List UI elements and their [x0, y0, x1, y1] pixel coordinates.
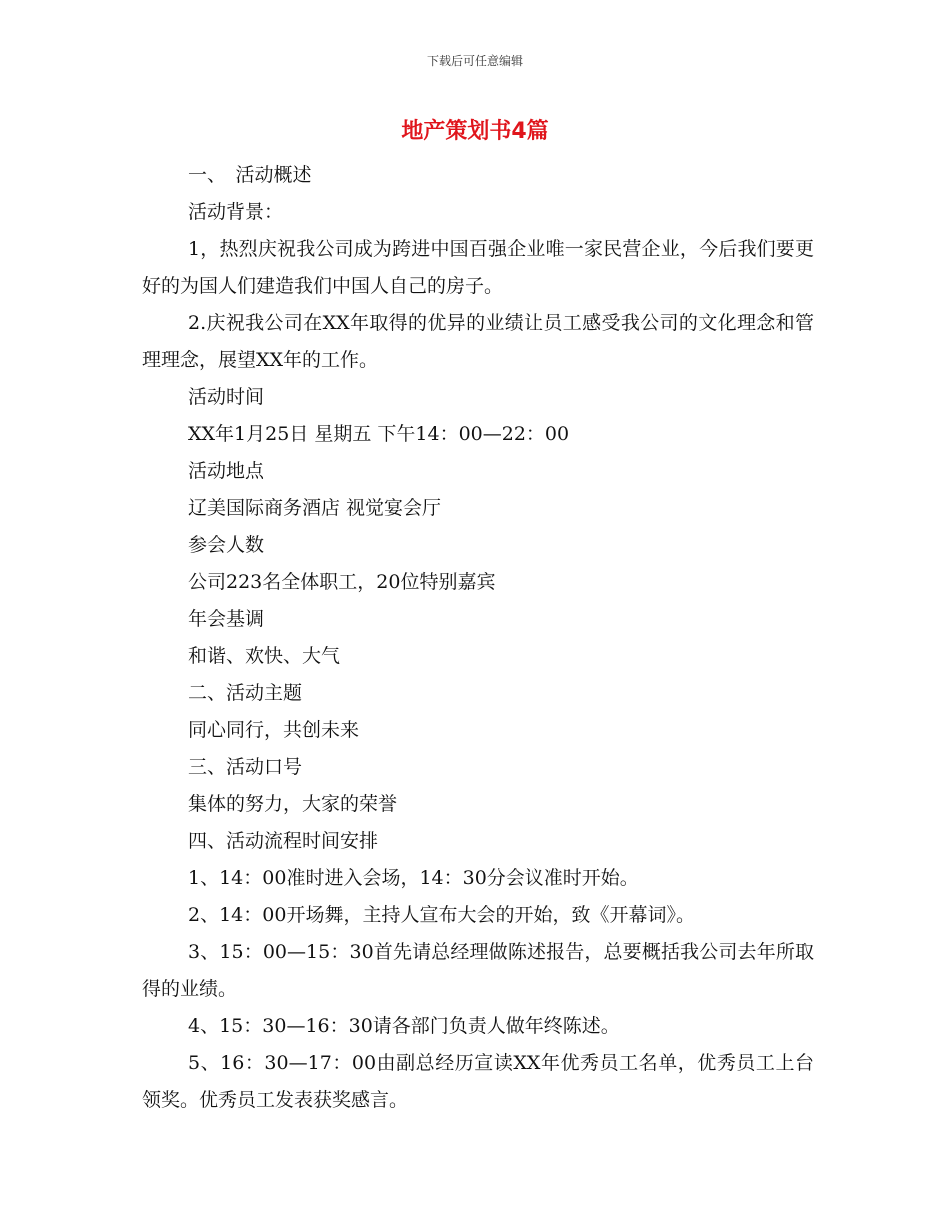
- section-heading-overview: 一、 活动概述: [188, 164, 312, 186]
- schedule-item-4: 4、15：30—16：30请各部门负责人做年终陈述。: [188, 1015, 620, 1037]
- section-heading-slogan: 三、活动口号: [188, 756, 303, 778]
- paragraph-background-2: 2.庆祝我公司在XX年取得的优异的业绩让员工感受我公司的文化理念和管理理念，展望XX年的工作。: [142, 312, 814, 371]
- paragraph-time-label: 活动时间: [188, 386, 265, 408]
- paragraph-tone-value: 和谐、欢快、大气: [188, 645, 341, 667]
- document-body: [142, 157, 814, 1119]
- paragraph-attendees-label: 参会人数: [188, 534, 265, 556]
- schedule-item-1: 1、14：00准时进入会场，14：30分会议准时开始。: [188, 867, 639, 889]
- paragraph-time-value: XX年1月25日 星期五 下午14：00—22：00: [188, 423, 570, 445]
- paragraph-theme-value: 同心同行，共创未来: [188, 719, 360, 741]
- paragraph-venue-value: 辽美国际商务酒店 视觉宴会厅: [188, 497, 442, 519]
- paragraph-slogan-value: 集体的努力，大家的荣誉: [188, 793, 398, 815]
- section-heading-theme: 二、活动主题: [188, 682, 303, 704]
- paragraph-background-label: 活动背景：: [188, 201, 284, 223]
- schedule-item-3: 3、15：00—15：30首先请总经理做陈述报告，总要概括我公司去年所取得的业绩。: [142, 941, 814, 1000]
- paragraph-background-1: 1，热烈庆祝我公司成为跨进中国百强企业唯一家民营企业，今后我们要更好的为国人们建造我们中国人自己的房子。: [142, 238, 814, 297]
- section-heading-schedule: 四、活动流程时间安排: [188, 830, 379, 852]
- schedule-item-5: 5、16：30—17：00由副总经历宣读XX年优秀员工名单，优秀员工上台领奖。优秀员工发表获奖感言。: [142, 1052, 814, 1111]
- paragraph-tone-label: 年会基调: [188, 608, 265, 630]
- paragraph-venue-label: 活动地点: [188, 460, 265, 482]
- document-title: 地产策划书4篇: [401, 119, 549, 144]
- schedule-item-2: 2、14：00开场舞，主持人宣布大会的开始，致《开幕词》。: [188, 904, 695, 926]
- header-note: 下载后可任意编辑: [426, 54, 523, 68]
- paragraph-attendees-value: 公司223名全体职工，20位特别嘉宾: [188, 571, 496, 593]
